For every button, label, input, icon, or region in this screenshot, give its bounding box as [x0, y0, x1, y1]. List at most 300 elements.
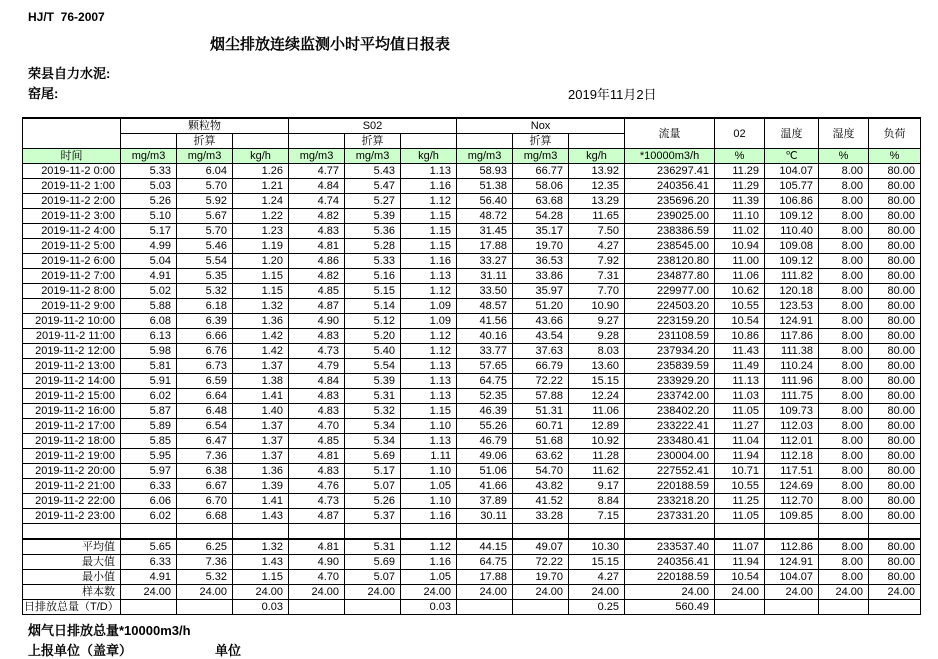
value-cell: 233218.20 — [625, 494, 715, 509]
value-cell: 8.00 — [819, 299, 869, 314]
value-cell: 1.13 — [401, 164, 457, 179]
value-cell: 5.69 — [345, 449, 401, 464]
summary-value-cell: 24.00 — [819, 584, 869, 599]
value-cell: 5.81 — [121, 359, 177, 374]
value-cell: 19.70 — [513, 239, 569, 254]
summary-value-cell: 1.05 — [401, 569, 457, 584]
blank-cell — [625, 524, 715, 539]
value-cell: 4.77 — [289, 164, 345, 179]
value-cell: 120.18 — [765, 284, 819, 299]
value-cell: 5.17 — [345, 464, 401, 479]
value-cell: 1.20 — [233, 254, 289, 269]
value-cell: 1.19 — [233, 239, 289, 254]
value-cell: 5.91 — [121, 374, 177, 389]
time-cell: 2019-11-2 6:00 — [23, 254, 121, 269]
value-cell: 33.27 — [457, 254, 513, 269]
value-cell: 5.17 — [121, 224, 177, 239]
summary-value-cell: 24.00 — [869, 584, 921, 599]
group-particulate: 颗粒物 — [121, 118, 289, 134]
value-cell: 124.69 — [765, 479, 819, 494]
value-cell: 5.14 — [345, 299, 401, 314]
company-name: 荣县自力水泥: — [28, 66, 111, 81]
value-cell: 5.37 — [345, 509, 401, 524]
value-cell: 5.16 — [345, 269, 401, 284]
table-row — [23, 194, 921, 209]
value-cell: 6.64 — [177, 389, 233, 404]
value-cell: 5.26 — [121, 194, 177, 209]
table-row — [23, 419, 921, 434]
value-cell: 8.00 — [819, 329, 869, 344]
group-humidity: 湿度 — [819, 118, 869, 149]
value-cell: 72.22 — [513, 374, 569, 389]
value-cell: 11.04 — [715, 434, 765, 449]
value-cell: 1.32 — [233, 299, 289, 314]
value-cell: 8.00 — [819, 194, 869, 209]
summary-value-cell: 4.91 — [121, 569, 177, 584]
value-cell: 40.16 — [457, 329, 513, 344]
value-cell: 111.75 — [765, 389, 819, 404]
value-cell: 4.83 — [289, 224, 345, 239]
table-row — [23, 359, 921, 374]
value-cell: 1.21 — [233, 179, 289, 194]
value-cell: 1.24 — [233, 194, 289, 209]
summary-value-cell: 19.70 — [513, 569, 569, 584]
value-cell: 33.86 — [513, 269, 569, 284]
value-cell: 6.66 — [177, 329, 233, 344]
value-cell: 10.86 — [715, 329, 765, 344]
value-cell: 5.02 — [121, 284, 177, 299]
summary-value-cell: 10.30 — [569, 539, 625, 555]
value-cell: 8.00 — [819, 479, 869, 494]
value-cell: 11.62 — [569, 464, 625, 479]
value-cell: 8.00 — [819, 419, 869, 434]
summary-value-cell: 24.00 — [715, 584, 765, 599]
daily-total-cell — [457, 599, 513, 614]
value-cell: 5.70 — [177, 179, 233, 194]
blank-cell — [513, 524, 569, 539]
value-cell: 4.82 — [289, 209, 345, 224]
value-cell: 80.00 — [869, 404, 921, 419]
value-cell: 1.09 — [401, 314, 457, 329]
value-cell: 7.70 — [569, 284, 625, 299]
value-cell: 5.32 — [177, 284, 233, 299]
value-cell: 5.34 — [345, 419, 401, 434]
value-cell: 11.05 — [715, 404, 765, 419]
summary-value-cell: 24.00 — [457, 584, 513, 599]
value-cell: 57.65 — [457, 359, 513, 374]
summary-row — [23, 569, 921, 584]
value-cell: 117.51 — [765, 464, 819, 479]
daily-total-cell — [765, 599, 819, 614]
summary-value-cell: 24.00 — [569, 584, 625, 599]
value-cell: 109.08 — [765, 239, 819, 254]
value-cell: 4.73 — [289, 344, 345, 359]
value-cell: 46.39 — [457, 404, 513, 419]
value-cell: 11.06 — [715, 269, 765, 284]
value-cell: 1.10 — [401, 419, 457, 434]
value-cell: 5.04 — [121, 254, 177, 269]
daily-total-row — [23, 599, 921, 614]
blank-cell — [401, 524, 457, 539]
summary-value-cell: 24.00 — [289, 584, 345, 599]
value-cell: 12.24 — [569, 389, 625, 404]
value-cell: 54.70 — [513, 464, 569, 479]
summary-value-cell: 24.00 — [765, 584, 819, 599]
time-cell: 2019-11-2 15:00 — [23, 389, 121, 404]
value-cell: 4.83 — [289, 389, 345, 404]
table-row — [23, 209, 921, 224]
value-cell: 35.17 — [513, 224, 569, 239]
value-cell: 223159.20 — [625, 314, 715, 329]
table-row — [23, 464, 921, 479]
value-cell: 8.00 — [819, 434, 869, 449]
group-load: 负荷 — [869, 118, 921, 149]
value-cell: 46.79 — [457, 434, 513, 449]
time-cell: 2019-11-2 19:00 — [23, 449, 121, 464]
value-cell: 240356.41 — [625, 179, 715, 194]
summary-value-cell: 8.00 — [819, 569, 869, 584]
summary-value-cell: 5.32 — [177, 569, 233, 584]
value-cell: 5.40 — [345, 344, 401, 359]
blank-cell — [289, 524, 345, 539]
value-cell: 11.28 — [569, 449, 625, 464]
value-cell: 5.87 — [121, 404, 177, 419]
value-cell: 6.33 — [121, 479, 177, 494]
value-cell: 1.37 — [233, 419, 289, 434]
daily-total-cell: 0.25 — [569, 599, 625, 614]
value-cell: 11.10 — [715, 209, 765, 224]
value-cell: 4.87 — [289, 509, 345, 524]
value-cell: 10.62 — [715, 284, 765, 299]
value-cell: 1.15 — [401, 239, 457, 254]
units-header-row — [23, 149, 921, 164]
time-cell: 2019-11-2 20:00 — [23, 464, 121, 479]
value-cell: 13.60 — [569, 359, 625, 374]
value-cell: 80.00 — [869, 359, 921, 374]
value-cell: 1.16 — [401, 254, 457, 269]
value-cell: 4.70 — [289, 419, 345, 434]
value-cell: 105.77 — [765, 179, 819, 194]
value-cell: 66.79 — [513, 359, 569, 374]
value-cell: 230004.00 — [625, 449, 715, 464]
blank-row — [23, 524, 921, 539]
summary-value-cell: 220188.59 — [625, 569, 715, 584]
value-cell: 4.83 — [289, 404, 345, 419]
table-row — [23, 314, 921, 329]
report-date: 2019年11月2日 — [568, 87, 657, 102]
value-cell: 111.96 — [765, 374, 819, 389]
blank-cell — [715, 524, 765, 539]
summary-value-cell: 124.91 — [765, 554, 819, 569]
value-cell: 1.37 — [233, 434, 289, 449]
time-cell: 2019-11-2 23:00 — [23, 509, 121, 524]
value-cell: 1.05 — [401, 479, 457, 494]
time-header-spacer — [23, 118, 121, 149]
value-cell: 8.00 — [819, 209, 869, 224]
value-cell: 1.10 — [401, 494, 457, 509]
value-cell: 6.02 — [121, 389, 177, 404]
value-cell: 239025.00 — [625, 209, 715, 224]
value-cell: 63.62 — [513, 449, 569, 464]
value-cell: 124.91 — [765, 314, 819, 329]
reporting-unit-label: 上报单位（盖章） — [28, 643, 133, 658]
value-cell: 5.31 — [345, 389, 401, 404]
value-cell: 233480.41 — [625, 434, 715, 449]
value-cell: 5.54 — [345, 359, 401, 374]
value-cell: 5.92 — [177, 194, 233, 209]
table-row — [23, 479, 921, 494]
daily-total-cell — [513, 599, 569, 614]
value-cell: 12.35 — [569, 179, 625, 194]
value-cell: 10.55 — [715, 299, 765, 314]
value-cell: 1.41 — [233, 389, 289, 404]
value-cell: 80.00 — [869, 374, 921, 389]
value-cell: 33.28 — [513, 509, 569, 524]
summary-value-cell: 104.07 — [765, 569, 819, 584]
value-cell: 8.00 — [819, 509, 869, 524]
summary-value-cell: 80.00 — [869, 554, 921, 569]
value-cell: 6.13 — [121, 329, 177, 344]
value-cell: 57.88 — [513, 389, 569, 404]
table-row — [23, 494, 921, 509]
value-cell: 48.72 — [457, 209, 513, 224]
unit-header: mg/m3 — [121, 149, 177, 164]
daily-total-cell: 0.03 — [401, 599, 457, 614]
time-cell: 2019-11-2 1:00 — [23, 179, 121, 194]
value-cell: 8.00 — [819, 494, 869, 509]
time-header: 时间 — [23, 149, 121, 164]
value-cell: 8.03 — [569, 344, 625, 359]
value-cell: 52.35 — [457, 389, 513, 404]
value-cell: 11.05 — [715, 509, 765, 524]
blank-cell — [177, 524, 233, 539]
time-cell: 2019-11-2 10:00 — [23, 314, 121, 329]
value-cell: 1.11 — [401, 449, 457, 464]
value-cell: 5.46 — [177, 239, 233, 254]
value-cell: 110.24 — [765, 359, 819, 374]
value-cell: 227552.41 — [625, 464, 715, 479]
time-cell: 2019-11-2 11:00 — [23, 329, 121, 344]
summary-value-cell: 24.00 — [121, 584, 177, 599]
value-cell: 4.82 — [289, 269, 345, 284]
value-cell: 238402.20 — [625, 404, 715, 419]
blank-cell — [569, 524, 625, 539]
unit-header: mg/m3 — [457, 149, 513, 164]
value-cell: 4.85 — [289, 434, 345, 449]
value-cell: 1.42 — [233, 344, 289, 359]
value-cell: 5.15 — [345, 284, 401, 299]
value-cell: 6.54 — [177, 419, 233, 434]
time-cell: 2019-11-2 7:00 — [23, 269, 121, 284]
value-cell: 1.22 — [233, 209, 289, 224]
summary-label: 平均值 — [23, 539, 121, 555]
value-cell: 80.00 — [869, 314, 921, 329]
value-cell: 8.00 — [819, 314, 869, 329]
value-cell: 238545.00 — [625, 239, 715, 254]
value-cell: 11.00 — [715, 254, 765, 269]
summary-value-cell: 8.00 — [819, 539, 869, 555]
value-cell: 80.00 — [869, 329, 921, 344]
table-row — [23, 269, 921, 284]
table-row — [23, 404, 921, 419]
summary-value-cell: 80.00 — [869, 569, 921, 584]
unit-header: % — [715, 149, 765, 164]
value-cell: 5.85 — [121, 434, 177, 449]
value-cell: 5.88 — [121, 299, 177, 314]
daily-total-cell — [177, 599, 233, 614]
value-cell: 8.00 — [819, 179, 869, 194]
value-cell: 56.40 — [457, 194, 513, 209]
value-cell: 5.26 — [345, 494, 401, 509]
value-cell: 10.90 — [569, 299, 625, 314]
value-cell: 9.17 — [569, 479, 625, 494]
value-cell: 4.74 — [289, 194, 345, 209]
value-cell: 36.53 — [513, 254, 569, 269]
value-cell: 8.00 — [819, 254, 869, 269]
value-cell: 1.13 — [401, 389, 457, 404]
value-cell: 8.00 — [819, 224, 869, 239]
value-cell: 64.75 — [457, 374, 513, 389]
value-cell: 11.94 — [715, 449, 765, 464]
summary-value-cell: 24.00 — [513, 584, 569, 599]
value-cell: 80.00 — [869, 179, 921, 194]
value-cell: 80.00 — [869, 494, 921, 509]
value-cell: 4.83 — [289, 464, 345, 479]
flow-total-note: 烟气日排放总量*10000m3/h — [28, 623, 191, 638]
value-cell: 11.49 — [715, 359, 765, 374]
value-cell: 112.03 — [765, 419, 819, 434]
value-cell: 5.98 — [121, 344, 177, 359]
blank-cell — [121, 524, 177, 539]
value-cell: 4.91 — [121, 269, 177, 284]
table-row — [23, 434, 921, 449]
value-cell: 233222.41 — [625, 419, 715, 434]
summary-value-cell: 7.36 — [177, 554, 233, 569]
table-body — [23, 164, 921, 615]
unit-header: mg/m3 — [513, 149, 569, 164]
value-cell: 80.00 — [869, 509, 921, 524]
value-cell: 4.27 — [569, 239, 625, 254]
value-cell: 15.15 — [569, 374, 625, 389]
value-cell: 5.07 — [345, 479, 401, 494]
time-cell: 2019-11-2 2:00 — [23, 194, 121, 209]
value-cell: 58.06 — [513, 179, 569, 194]
time-cell: 2019-11-2 3:00 — [23, 209, 121, 224]
time-cell: 2019-11-2 12:00 — [23, 344, 121, 359]
value-cell: 6.08 — [121, 314, 177, 329]
table-head — [23, 118, 921, 164]
value-cell: 5.20 — [345, 329, 401, 344]
value-cell: 5.95 — [121, 449, 177, 464]
value-cell: 8.00 — [819, 284, 869, 299]
value-cell: 80.00 — [869, 269, 921, 284]
value-cell: 1.23 — [233, 224, 289, 239]
value-cell: 4.86 — [289, 254, 345, 269]
value-cell: 1.16 — [401, 509, 457, 524]
summary-value-cell: 5.31 — [345, 539, 401, 555]
value-cell: 80.00 — [869, 449, 921, 464]
value-cell: 5.39 — [345, 209, 401, 224]
daily-total-cell — [121, 599, 177, 614]
time-cell: 2019-11-2 13:00 — [23, 359, 121, 374]
table-row — [23, 254, 921, 269]
value-cell: 51.31 — [513, 404, 569, 419]
value-cell: 11.43 — [715, 344, 765, 359]
value-cell: 237331.20 — [625, 509, 715, 524]
value-cell: 17.88 — [457, 239, 513, 254]
value-cell: 13.29 — [569, 194, 625, 209]
value-cell: 11.27 — [715, 419, 765, 434]
value-cell: 43.66 — [513, 314, 569, 329]
value-cell: 4.84 — [289, 374, 345, 389]
value-cell: 6.02 — [121, 509, 177, 524]
group-o2: 02 — [715, 118, 765, 149]
value-cell: 1.15 — [401, 404, 457, 419]
value-cell: 80.00 — [869, 299, 921, 314]
value-cell: 8.00 — [819, 404, 869, 419]
value-cell: 5.70 — [177, 224, 233, 239]
converted-label-so2: 折算 — [345, 134, 401, 149]
summary-value-cell: 11.94 — [715, 554, 765, 569]
time-cell: 2019-11-2 22:00 — [23, 494, 121, 509]
summary-value-cell: 5.65 — [121, 539, 177, 555]
value-cell: 10.55 — [715, 479, 765, 494]
summary-value-cell: 72.22 — [513, 554, 569, 569]
value-cell: 6.73 — [177, 359, 233, 374]
value-cell: 6.04 — [177, 164, 233, 179]
value-cell: 7.92 — [569, 254, 625, 269]
value-cell: 51.38 — [457, 179, 513, 194]
value-cell: 5.39 — [345, 374, 401, 389]
emission-report-table — [22, 117, 921, 615]
value-cell: 1.12 — [401, 344, 457, 359]
value-cell: 224503.20 — [625, 299, 715, 314]
value-cell: 4.73 — [289, 494, 345, 509]
value-cell: 6.70 — [177, 494, 233, 509]
summary-value-cell: 24.00 — [233, 584, 289, 599]
value-cell: 106.86 — [765, 194, 819, 209]
value-cell: 37.63 — [513, 344, 569, 359]
unit-header: % — [819, 149, 869, 164]
value-cell: 80.00 — [869, 419, 921, 434]
value-cell: 112.01 — [765, 434, 819, 449]
summary-value-cell: 4.81 — [289, 539, 345, 555]
value-cell: 5.34 — [345, 434, 401, 449]
value-cell: 4.79 — [289, 359, 345, 374]
value-cell: 4.81 — [289, 239, 345, 254]
value-cell: 43.54 — [513, 329, 569, 344]
value-cell: 11.29 — [715, 164, 765, 179]
value-cell: 1.39 — [233, 479, 289, 494]
value-cell: 4.87 — [289, 299, 345, 314]
value-cell: 5.89 — [121, 419, 177, 434]
value-cell: 33.77 — [457, 344, 513, 359]
summary-value-cell: 5.69 — [345, 554, 401, 569]
summary-value-cell: 24.00 — [401, 584, 457, 599]
time-cell: 2019-11-2 17:00 — [23, 419, 121, 434]
value-cell: 11.13 — [715, 374, 765, 389]
unit-label: 单位 — [215, 643, 242, 658]
value-cell: 1.42 — [233, 329, 289, 344]
value-cell: 80.00 — [869, 344, 921, 359]
blank-cell — [23, 524, 121, 539]
unit-header: mg/m3 — [345, 149, 401, 164]
summary-label: 最小值 — [23, 569, 121, 584]
value-cell: 4.99 — [121, 239, 177, 254]
unit-header: *10000m3/h — [625, 149, 715, 164]
value-cell: 41.66 — [457, 479, 513, 494]
summary-value-cell: 4.90 — [289, 554, 345, 569]
